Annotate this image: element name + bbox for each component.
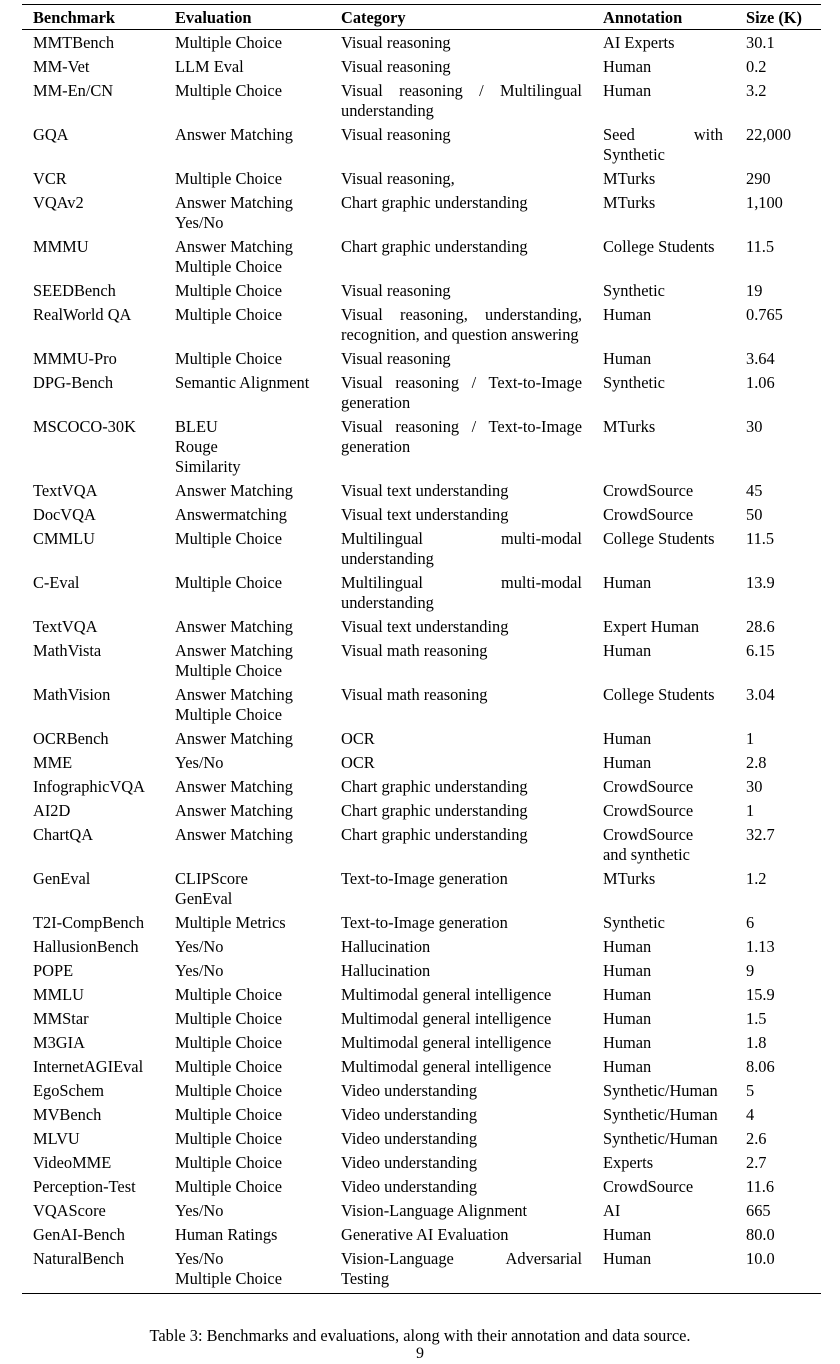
cell-benchmark: TextVQA (33, 617, 98, 636)
cell-size: 6.15 (746, 641, 775, 660)
cell-benchmark: VCR (33, 169, 67, 188)
cell-benchmark: TextVQA (33, 481, 98, 500)
cell-annotation: MTurks (603, 417, 656, 436)
table-body (22, 30, 821, 1294)
cell-benchmark: AI2D (33, 801, 71, 820)
cell-size: 1 (746, 729, 755, 748)
cell-size: 5 (746, 1081, 755, 1100)
cell-evaluation: Multiple Choice (175, 81, 282, 100)
cell-annotation: MTurks (603, 869, 656, 888)
cell-evaluation-line: Yes/No (175, 213, 224, 232)
table-row (22, 237, 821, 281)
cell-category: Video understanding (341, 1177, 478, 1196)
cell-evaluation: Answer Matching (175, 825, 293, 844)
cell-category: OCR (341, 729, 375, 748)
cell-category: Chart graphic understanding (341, 825, 528, 844)
cell-evaluation: Yes/No (175, 937, 224, 956)
cell-evaluation (164, 869, 330, 913)
cell-annotation: Human (603, 729, 652, 748)
cell-annotation: Experts (603, 1153, 654, 1172)
cell-evaluation: Answer Matching (175, 617, 293, 636)
cell-annotation: CrowdSource (603, 801, 694, 820)
cell-size: 9 (746, 961, 755, 980)
cell-annotation: Human (603, 937, 652, 956)
cell-category: Visual reasoning, understanding, recognition, and question answering (341, 305, 582, 344)
cell-evaluation: Multiple Choice (175, 305, 282, 324)
benchmarks-table-container (22, 4, 821, 1294)
cell-benchmark: VideoMME (33, 1153, 112, 1172)
cell-size: 30.1 (746, 33, 775, 52)
cell-benchmark: MME (33, 753, 73, 772)
cell-category: Visual text understanding (341, 617, 509, 636)
table-row (22, 985, 821, 1009)
table-row (22, 281, 821, 305)
cell-size: 0.765 (746, 305, 783, 324)
cell-size: 4 (746, 1105, 755, 1124)
cell-benchmark: MM-Vet (33, 57, 90, 76)
cell-evaluation: Multiple Choice (175, 573, 282, 592)
cell-evaluation: Yes/No (175, 961, 224, 980)
cell-size: 15.9 (746, 985, 775, 1004)
cell-benchmark: Perception-Test (33, 1177, 136, 1196)
cell-evaluation: Semantic Alignment (175, 373, 310, 392)
header-size: Size (K) (746, 8, 802, 27)
cell-evaluation: LLM Eval (175, 57, 244, 76)
cell-category: Text-to-Image generation (341, 913, 508, 932)
cell-evaluation-line: Rouge (175, 437, 218, 456)
cell-category: Video understanding (341, 1129, 478, 1148)
cell-size: 1.13 (746, 937, 775, 956)
cell-annotation: Human (603, 641, 652, 660)
cell-benchmark: MathVision (33, 685, 111, 704)
cell-annotation: College Students (603, 237, 715, 256)
cell-annotation: College Students (603, 685, 715, 704)
cell-evaluation-line: Similarity (175, 457, 241, 476)
cell-evaluation-line: Multiple Choice (175, 257, 282, 276)
cell-annotation: Expert Human (603, 617, 700, 636)
cell-benchmark: VQAv2 (33, 193, 84, 212)
cell-benchmark: MMMU-Pro (33, 349, 117, 368)
cell-category: Visual math reasoning (341, 685, 488, 704)
cell-size: 50 (746, 505, 763, 524)
table-row (22, 505, 821, 529)
cell-annotation: Human (603, 305, 652, 324)
cell-annotation: Human (603, 961, 652, 980)
cell-size: 6 (746, 913, 755, 932)
cell-evaluation-line: Multiple Choice (175, 661, 282, 680)
cell-annotation: Synthetic (603, 913, 665, 932)
table-row (22, 1057, 821, 1081)
cell-annotation (592, 825, 735, 869)
cell-size: 11.5 (746, 529, 775, 548)
cell-evaluation-line: Yes/No (175, 1249, 224, 1268)
table-row (22, 169, 821, 193)
cell-annotation: Human (603, 753, 652, 772)
table-row (22, 777, 821, 801)
cell-size: 2.8 (746, 753, 767, 772)
cell-benchmark: OCRBench (33, 729, 109, 748)
cell-evaluation: Answer Matching (175, 801, 293, 820)
cell-size: 32.7 (746, 825, 775, 844)
cell-size: 10.0 (746, 1249, 775, 1268)
table-row (22, 1033, 821, 1057)
cell-size: 1,100 (746, 193, 783, 212)
cell-benchmark: GenEval (33, 869, 91, 888)
cell-benchmark: GQA (33, 125, 69, 144)
cell-category: OCR (341, 753, 375, 772)
cell-annotation: CrowdSource (603, 1177, 694, 1196)
cell-size: 28.6 (746, 617, 775, 636)
cell-annotation: Synthetic (603, 281, 665, 300)
cell-size: 3.64 (746, 349, 775, 368)
cell-category: Generative AI Evaluation (341, 1225, 509, 1244)
benchmarks-table (22, 4, 821, 1294)
cell-evaluation-line: Answer Matching (175, 237, 293, 256)
cell-benchmark: VQAScore (33, 1201, 106, 1220)
cell-category: Multimodal general intelligence (341, 985, 552, 1004)
cell-benchmark: SEEDBench (33, 281, 116, 300)
cell-category: Chart graphic understanding (341, 777, 528, 796)
cell-category: Visual reasoning (341, 281, 451, 300)
cell-annotation: CrowdSource (603, 777, 694, 796)
table-row (22, 193, 821, 237)
cell-benchmark: MMTBench (33, 33, 115, 52)
cell-evaluation (164, 1249, 330, 1294)
cell-category: Visual reasoning / Multilingual understanding (341, 81, 582, 120)
cell-evaluation: Multiple Choice (175, 1009, 282, 1028)
cell-annotation: Human (603, 349, 652, 368)
cell-evaluation: Answer Matching (175, 777, 293, 796)
cell-evaluation: Multiple Choice (175, 985, 282, 1004)
cell-evaluation: Multiple Choice (175, 1081, 282, 1100)
cell-benchmark: ChartQA (33, 825, 94, 844)
cell-size: 30 (746, 777, 763, 796)
table-row (22, 961, 821, 985)
cell-evaluation: Multiple Choice (175, 529, 282, 548)
cell-size: 30 (746, 417, 763, 436)
cell-annotation: College Students (603, 529, 715, 548)
cell-size: 0.2 (746, 57, 767, 76)
cell-category: Visual reasoning / Text-to-Image generation (341, 417, 582, 456)
table-row (22, 1177, 821, 1201)
header-row (22, 5, 821, 30)
cell-annotation: CrowdSource (603, 481, 694, 500)
cell-size: 1.8 (746, 1033, 767, 1052)
cell-category: Visual text understanding (341, 505, 509, 524)
cell-evaluation-line: Multiple Choice (175, 705, 282, 724)
cell-size: 13.9 (746, 573, 775, 592)
table-row (22, 81, 821, 125)
cell-annotation: Synthetic/Human (603, 1081, 718, 1100)
cell-category: Multimodal general intelligence (341, 1033, 552, 1052)
cell-category: Video understanding (341, 1081, 478, 1100)
cell-size: 11.6 (746, 1177, 775, 1196)
cell-category: Multimodal general intelligence (341, 1057, 552, 1076)
table-row (22, 1153, 821, 1177)
cell-benchmark: MSCOCO-30K (33, 417, 136, 436)
cell-size: 1 (746, 801, 755, 820)
table-row (22, 937, 821, 961)
cell-annotation: Human (603, 81, 652, 100)
table-row (22, 125, 821, 169)
table-row (22, 373, 821, 417)
cell-size: 2.7 (746, 1153, 767, 1172)
cell-evaluation (164, 685, 330, 729)
table-row (22, 913, 821, 937)
cell-category: Video understanding (341, 1105, 478, 1124)
cell-evaluation (164, 193, 330, 237)
cell-category: Visual reasoning / Text-to-Image generation (341, 373, 582, 412)
cell-category: Visual reasoning (341, 349, 451, 368)
cell-benchmark: NaturalBench (33, 1249, 125, 1268)
cell-benchmark: MMMU (33, 237, 89, 256)
cell-category: Visual math reasoning (341, 641, 488, 660)
cell-size: 80.0 (746, 1225, 775, 1244)
cell-evaluation: Answer Matching (175, 125, 293, 144)
header-category: Category (341, 8, 406, 27)
cell-annotation: CrowdSource (603, 505, 694, 524)
table-row (22, 1201, 821, 1225)
cell-category: Visual reasoning (341, 125, 451, 144)
cell-category: Text-to-Image generation (341, 869, 508, 888)
cell-annotation: Human (603, 573, 652, 592)
cell-benchmark: GenAI-Bench (33, 1225, 125, 1244)
cell-category: Multilingual multi-modal understanding (341, 529, 582, 568)
cell-category: Chart graphic understanding (341, 237, 528, 256)
cell-evaluation-line: Answer Matching (175, 685, 293, 704)
table-row (22, 349, 821, 373)
cell-evaluation-line: Answer Matching (175, 193, 293, 212)
cell-annotation-line: and synthetic (603, 845, 690, 864)
table-caption: Table 3: Benchmarks and evaluations, along with their annotation and data source. (149, 1326, 691, 1345)
cell-category: Multimodal general intelligence (341, 1009, 552, 1028)
cell-benchmark: MLVU (33, 1129, 80, 1148)
table-row (22, 417, 821, 481)
cell-benchmark: InternetAGIEval (33, 1057, 144, 1076)
table-row (22, 641, 821, 685)
cell-category: Chart graphic understanding (341, 193, 528, 212)
cell-category: Visual reasoning (341, 33, 451, 52)
cell-size: 1.2 (746, 869, 767, 888)
cell-benchmark: EgoSchem (33, 1081, 105, 1100)
cell-annotation: Human (603, 985, 652, 1004)
cell-size: 3.04 (746, 685, 775, 704)
cell-size: 11.5 (746, 237, 775, 256)
table-row (22, 1105, 821, 1129)
cell-evaluation: Multiple Choice (175, 1177, 282, 1196)
cell-size: 1.06 (746, 373, 775, 392)
cell-annotation: MTurks (603, 169, 656, 188)
cell-category: Vision-Language Adversarial Testing (341, 1249, 582, 1288)
table-row (22, 1009, 821, 1033)
cell-evaluation: Multiple Choice (175, 281, 282, 300)
cell-evaluation: Human Ratings (175, 1225, 278, 1244)
table-row (22, 617, 821, 641)
cell-evaluation: Multiple Choice (175, 1105, 282, 1124)
cell-size: 1.5 (746, 1009, 767, 1028)
cell-annotation: Human (603, 1033, 652, 1052)
cell-evaluation: Answer Matching (175, 481, 293, 500)
cell-benchmark: CMMLU (33, 529, 95, 548)
cell-category: Visual reasoning, (341, 169, 455, 188)
table-row (22, 685, 821, 729)
cell-evaluation (164, 417, 330, 481)
cell-benchmark: InfographicVQA (33, 777, 145, 796)
cell-annotation: Human (603, 1249, 652, 1268)
cell-annotation: Human (603, 1225, 652, 1244)
cell-category: Hallucination (341, 961, 431, 980)
table-header (22, 5, 821, 30)
table-row (22, 729, 821, 753)
cell-size: 8.06 (746, 1057, 775, 1076)
cell-benchmark: MVBench (33, 1105, 102, 1124)
cell-benchmark: M3GIA (33, 1033, 85, 1052)
cell-size: 22,000 (746, 125, 792, 144)
cell-category: Hallucination (341, 937, 431, 956)
cell-evaluation-line: GenEval (175, 889, 233, 908)
header-benchmark: Benchmark (33, 8, 115, 27)
table-row (22, 1081, 821, 1105)
cell-evaluation: Multiple Choice (175, 349, 282, 368)
cell-evaluation: Multiple Choice (175, 1057, 282, 1076)
table-row (22, 529, 821, 573)
header-evaluation: Evaluation (175, 8, 252, 27)
cell-category: Vision-Language Alignment (341, 1201, 528, 1220)
cell-benchmark: MMStar (33, 1009, 89, 1028)
cell-annotation: Human (603, 1009, 652, 1028)
cell-evaluation-line: Multiple Choice (175, 1269, 282, 1288)
table-row (22, 825, 821, 869)
cell-size: 3.2 (746, 81, 767, 100)
cell-evaluation: Multiple Choice (175, 169, 282, 188)
table-row (22, 573, 821, 617)
cell-evaluation (164, 641, 330, 685)
cell-evaluation: Multiple Choice (175, 33, 282, 52)
cell-evaluation: Answer Matching (175, 729, 293, 748)
cell-evaluation (164, 237, 330, 281)
cell-annotation: AI Experts (603, 33, 675, 52)
page-number: 9 (416, 1345, 424, 1362)
cell-category: Chart graphic understanding (341, 801, 528, 820)
cell-evaluation: Yes/No (175, 1201, 224, 1220)
table-row (22, 1129, 821, 1153)
cell-benchmark: POPE (33, 961, 74, 980)
table-row (22, 305, 821, 349)
cell-evaluation-line: CLIPScore (175, 869, 248, 888)
table-row (22, 481, 821, 505)
cell-evaluation: Multiple Choice (175, 1033, 282, 1052)
cell-benchmark: MM-En/CN (33, 81, 114, 100)
table-row (22, 57, 821, 81)
cell-benchmark: MMLU (33, 985, 84, 1004)
cell-size: 290 (746, 169, 771, 188)
cell-size: 2.6 (746, 1129, 767, 1148)
cell-annotation: Human (603, 57, 652, 76)
cell-annotation: Human (603, 1057, 652, 1076)
cell-benchmark: MathVista (33, 641, 102, 660)
cell-category: Visual text understanding (341, 481, 509, 500)
cell-benchmark: HallusionBench (33, 937, 139, 956)
cell-annotation: Synthetic/Human (603, 1129, 718, 1148)
cell-annotation-line: CrowdSource (603, 825, 694, 844)
cell-evaluation: Multiple Metrics (175, 913, 286, 932)
cell-benchmark: DocVQA (33, 505, 96, 524)
cell-benchmark: RealWorld QA (33, 305, 132, 324)
table-row (22, 801, 821, 825)
table-row (22, 753, 821, 777)
cell-evaluation-line: BLEU (175, 417, 218, 436)
cell-size: 665 (746, 1201, 771, 1220)
table-row (22, 30, 821, 58)
cell-category: Multilingual multi-modal understanding (341, 573, 582, 612)
cell-category: Visual reasoning (341, 57, 451, 76)
cell-benchmark: C-Eval (33, 573, 80, 592)
cell-annotation: Synthetic (603, 373, 665, 392)
cell-benchmark: T2I-CompBench (33, 913, 145, 932)
cell-evaluation: Multiple Choice (175, 1153, 282, 1172)
cell-size: 19 (746, 281, 763, 300)
table-row (22, 1225, 821, 1249)
cell-category: Video understanding (341, 1153, 478, 1172)
cell-size: 45 (746, 481, 763, 500)
cell-evaluation: Yes/No (175, 753, 224, 772)
cell-evaluation: Multiple Choice (175, 1129, 282, 1148)
cell-evaluation-line: Answer Matching (175, 641, 293, 660)
cell-annotation: Seed with Synthetic (603, 125, 723, 164)
cell-benchmark: DPG-Bench (33, 373, 114, 392)
cell-evaluation: Answermatching (175, 505, 287, 524)
header-annotation: Annotation (603, 8, 683, 27)
cell-annotation: AI (603, 1201, 621, 1220)
table-row (22, 1249, 821, 1294)
cell-annotation: Synthetic/Human (603, 1105, 718, 1124)
table-row (22, 869, 821, 913)
cell-annotation: MTurks (603, 193, 656, 212)
